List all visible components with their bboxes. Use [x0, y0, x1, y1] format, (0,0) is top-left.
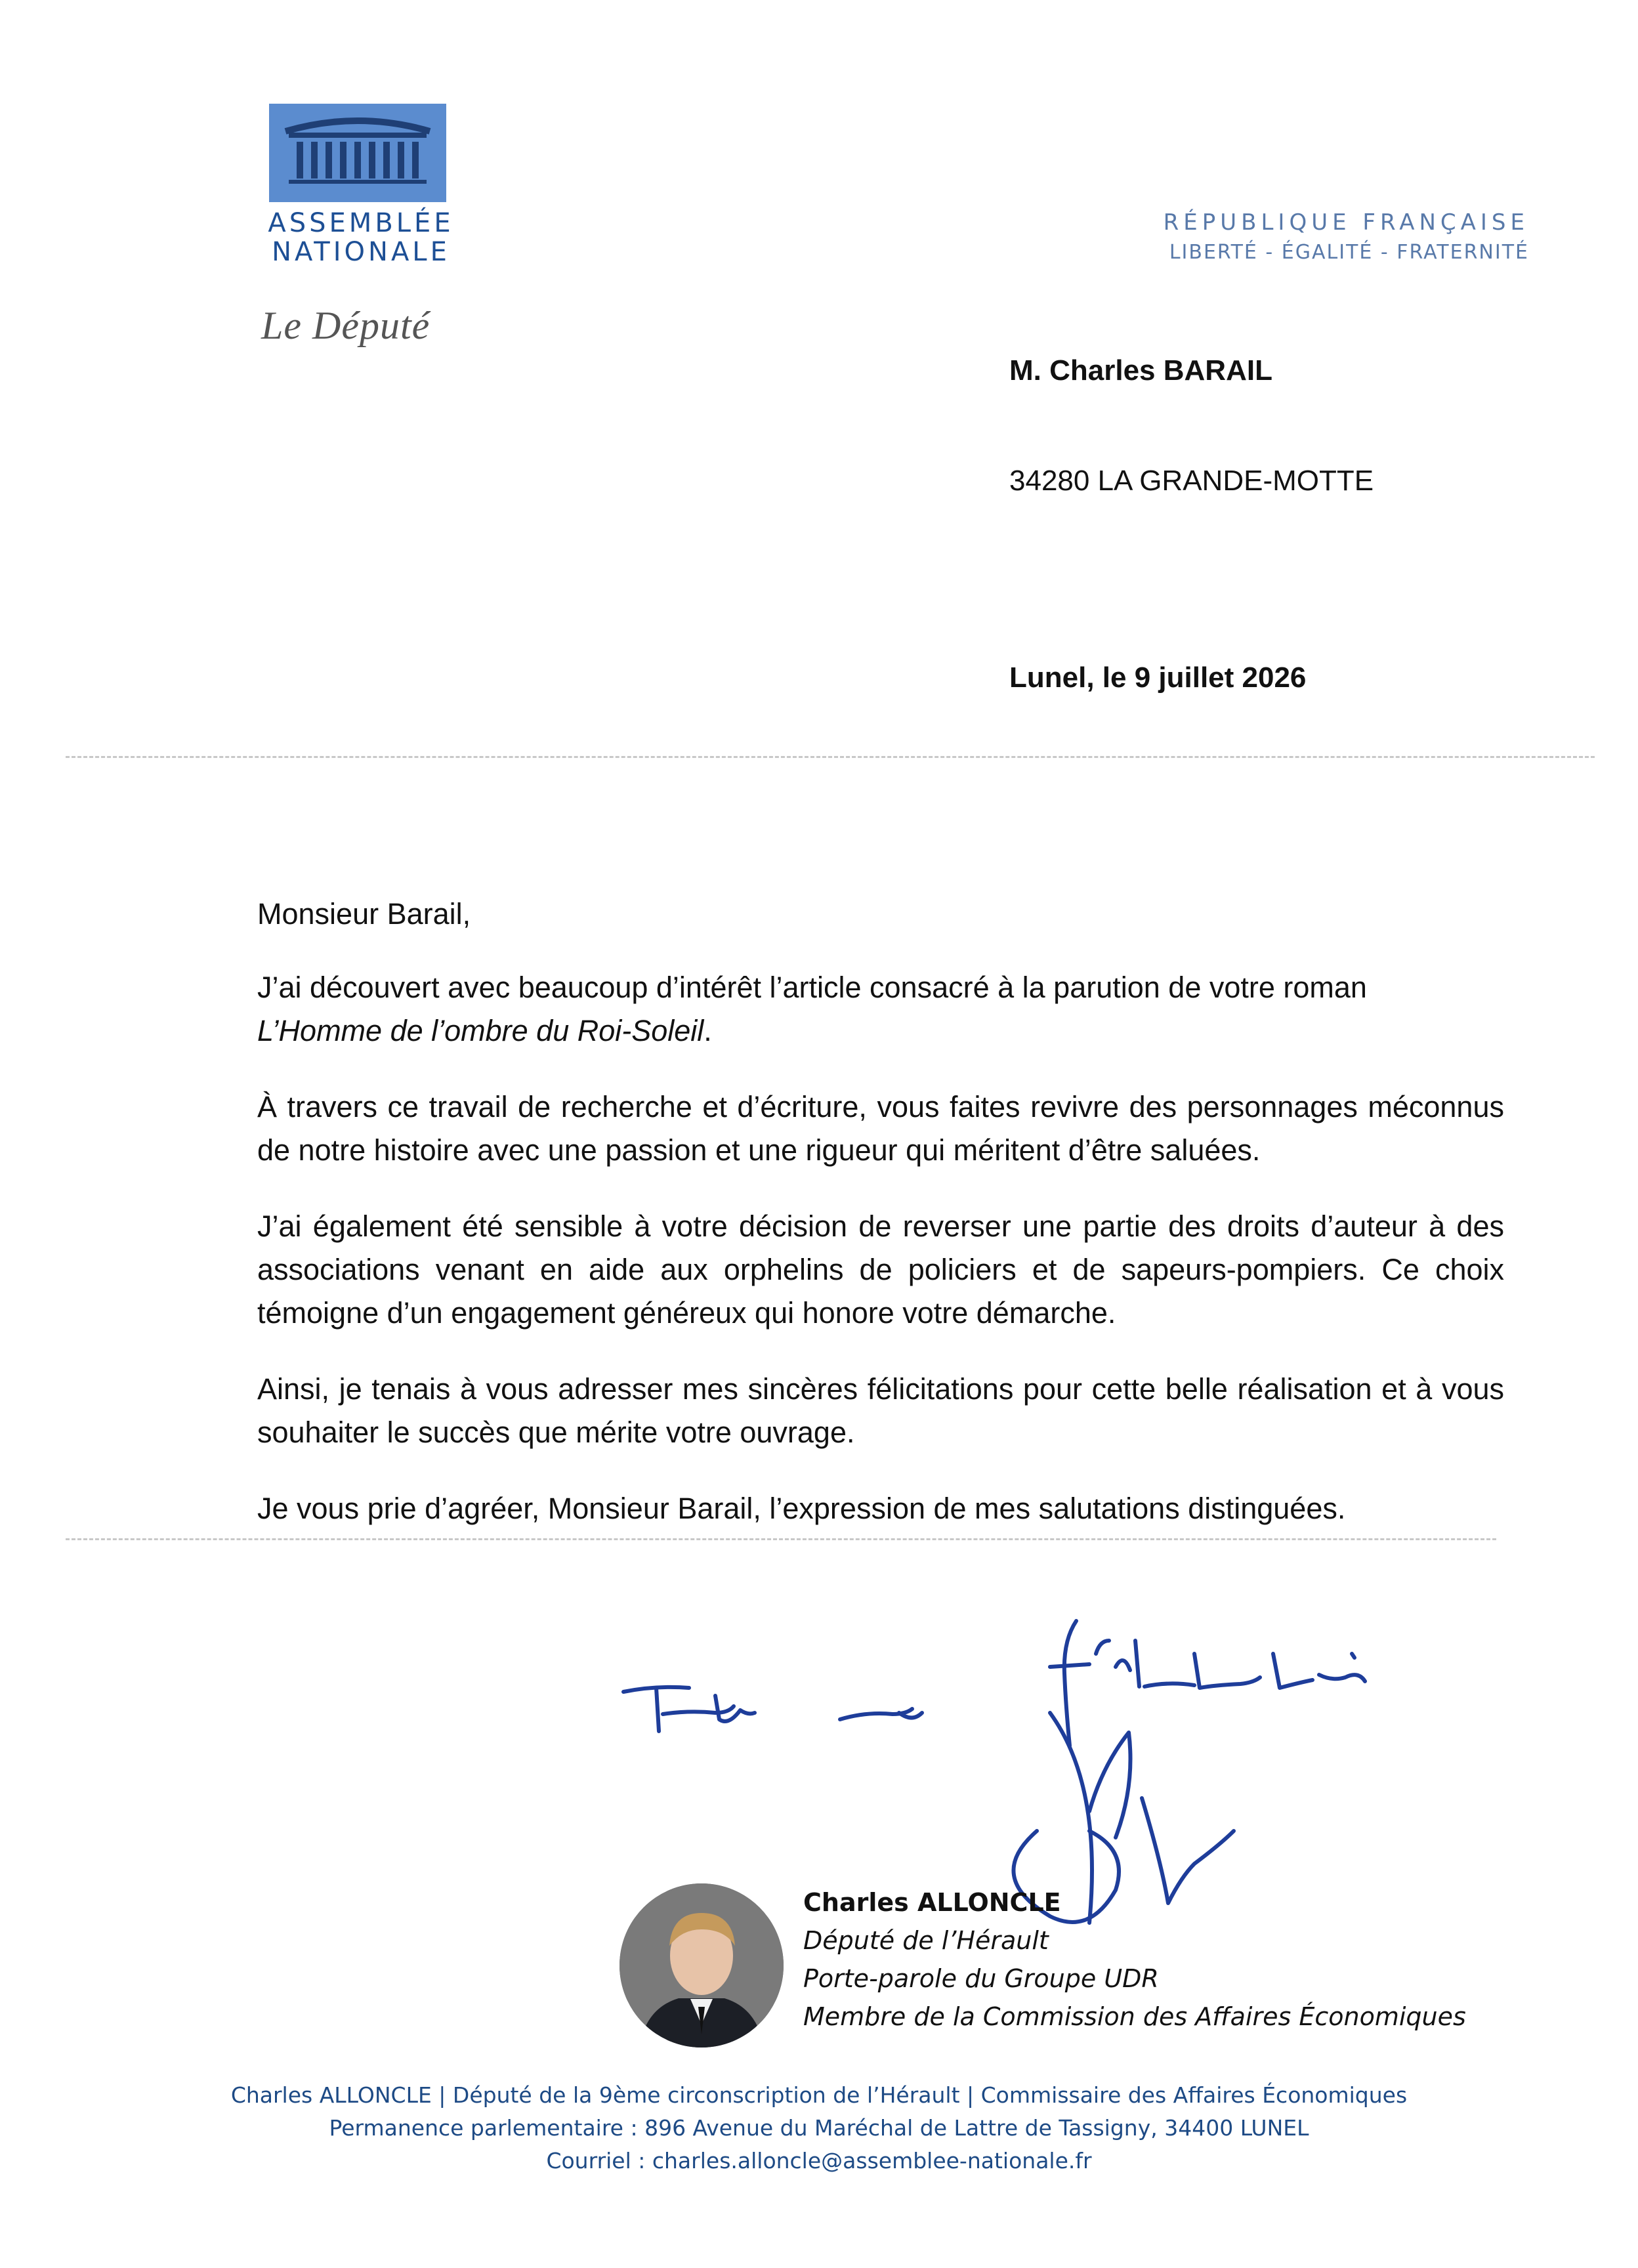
signature-block	[803, 1883, 1466, 2036]
recipient-name: M. Charles BARAIL	[1009, 354, 1272, 387]
date-line: Lunel, le 9 juillet 2026	[1009, 662, 1307, 694]
portrait-avatar-icon	[620, 1883, 784, 2048]
assemblee-logo	[269, 104, 446, 202]
footer	[0, 2079, 1638, 2177]
signatory-title-3: Membre de la Commission des Affaires Économiques	[803, 2002, 1466, 2031]
logo-line-2: NATIONALE	[272, 237, 450, 267]
recipient-city: 34280 LA GRANDE-MOTTE	[1009, 465, 1374, 497]
divider	[66, 1538, 1496, 1540]
signatory-photo	[620, 1883, 784, 2048]
signatory-title-2: Porte-parole du Groupe UDR	[803, 1964, 1159, 1993]
divider	[66, 756, 1595, 758]
assemblee-wordmark	[262, 209, 459, 266]
closing: Je vous prie d’agréer, Monsieur Barail, l’expression de mes salutations distinguées.	[257, 1492, 1346, 1525]
hemicycle-icon	[269, 104, 446, 202]
paragraph-1	[257, 966, 1504, 1053]
logo-line-1: ASSEMBLÉE	[268, 208, 454, 238]
letter-body	[257, 892, 1504, 1530]
paragraph-4: Ainsi, je tenais à vous adresser mes sincères félicitations pour cette belle réalisation et à vous souhaiter le succès que mérite votre ouvrage.	[257, 1372, 1504, 1449]
footer-line-1: Charles ALLONCLE | Député de la 9ème circonscription de l’Hérault | Commissaire des Affaires Économiques	[230, 2082, 1408, 2108]
letterhead-subtitle: Le Député	[261, 304, 430, 347]
salutation: Monsieur Barail,	[257, 897, 471, 931]
republique-block	[1162, 207, 1529, 268]
republique-motto: LIBERTÉ - ÉGALITÉ - FRATERNITÉ	[1169, 241, 1529, 264]
paragraph-1-end: .	[704, 1014, 712, 1047]
book-title: L’Homme de l’ombre du Roi-Soleil	[257, 1014, 704, 1047]
signatory-title-1: Député de l’Hérault	[803, 1926, 1049, 1955]
footer-email: Courriel : charles.alloncle@assemblee-nationale.fr	[546, 2148, 1092, 2174]
republique-title: RÉPUBLIQUE FRANÇAISE	[1163, 209, 1529, 236]
paragraph-2: À travers ce travail de recherche et d’écriture, vous faites revivre des personnages méconnus de notre histoire avec une passion et une rigueur qui méritent d’être saluées.	[257, 1090, 1504, 1167]
signatory-name: Charles ALLONCLE	[803, 1888, 1061, 1917]
footer-line-2: Permanence parlementaire : 896 Avenue du Maréchal de Lattre de Tassigny, 34400 LUNEL	[329, 2115, 1309, 2141]
paragraph-3: J’ai également été sensible à votre décision de reverser une partie des droits d’auteur à des associations venant en aide aux orphelins de policiers et de sapeurs-pompiers. Ce choix témoigne d’un engagement généreux qui honore votre démarche.	[257, 1209, 1504, 1330]
paragraph-1-text: J’ai découvert avec beaucoup d’intérêt l’article consacré à la parution de votre roman	[257, 971, 1367, 1004]
